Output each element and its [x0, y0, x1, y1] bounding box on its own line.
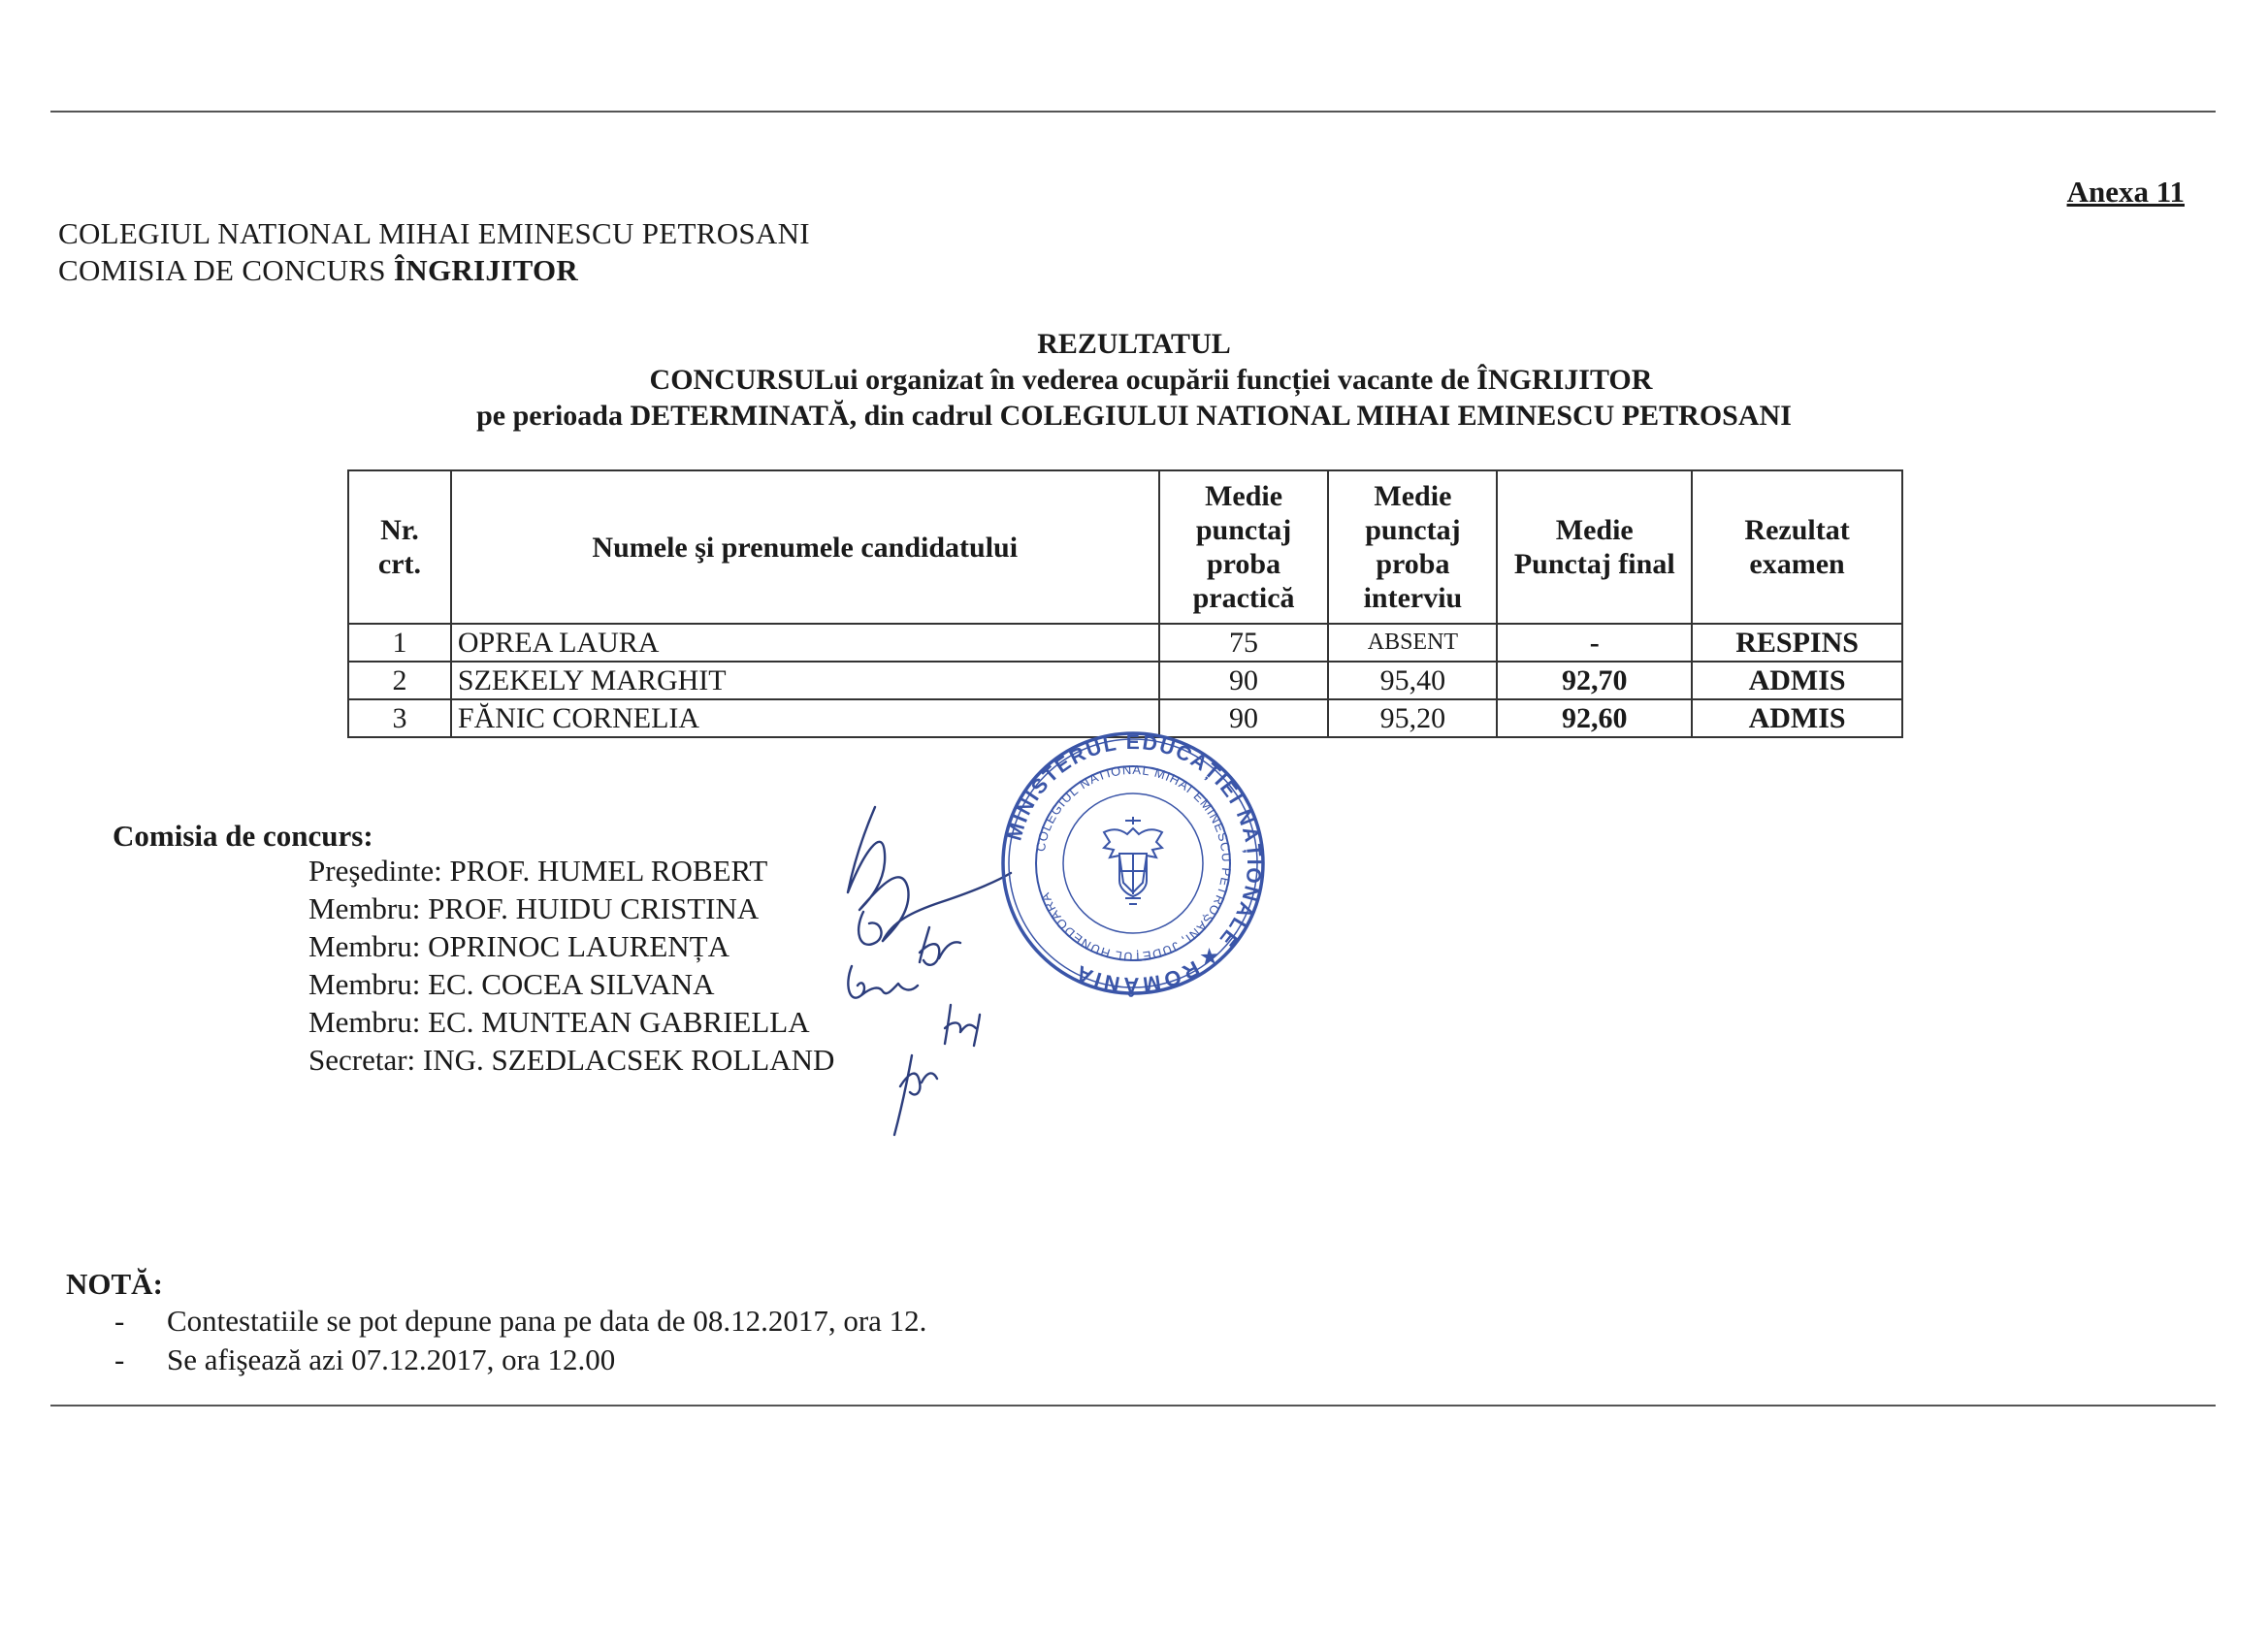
svg-text:ROMÂNIA: ROMÂNIA — [1069, 955, 1204, 998]
committee-members — [308, 852, 834, 1079]
cell-nr: 3 — [348, 699, 451, 737]
svg-text:MINISTERUL EDUCAȚIEI NAȚIONALE: MINISTERUL EDUCAȚIEI NAȚIONALE ★ — [1003, 730, 1266, 973]
header-rezultat: Rezultat examen — [1692, 470, 1902, 624]
institution-name: COLEGIUL NATIONAL MIHAI EMINESCU PETROSANI — [58, 216, 810, 250]
cell-nr: 2 — [348, 662, 451, 699]
cell-practica: 90 — [1159, 662, 1329, 699]
note-title: NOTĂ: — [66, 1267, 163, 1301]
header-interviu: Medie punctaj proba interviu — [1328, 470, 1497, 624]
title-line-2: CONCURSULui organizat în vederea ocupării funcției vacante de ÎNGRIJITOR — [649, 364, 1653, 396]
header-practica: Medie punctaj proba practică — [1159, 470, 1329, 624]
committee-member: Preşedinte: PROF. HUMEL ROBERT — [308, 854, 768, 888]
committee-member: Membru: OPRINOC LAURENȚA — [308, 929, 729, 963]
committee-member: Membru: EC. COCEA SILVANA — [308, 967, 715, 1001]
bottom-divider — [50, 1405, 2216, 1406]
header-nr: Nr. crt. — [348, 470, 451, 624]
table-row — [348, 662, 1902, 699]
results-table — [347, 469, 1903, 738]
title-line-1: REZULTATUL — [1037, 328, 1231, 360]
cell-final: - — [1497, 624, 1692, 662]
official-stamp — [997, 728, 1269, 999]
table-header-row — [348, 470, 1902, 624]
commission-name: COMISIA DE CONCURS ÎNGRIJITOR — [58, 253, 579, 287]
cell-interviu: 95,20 — [1328, 699, 1497, 737]
header-name: Numele şi prenumele candidatului — [451, 470, 1159, 624]
header-final: Medie Punctaj final — [1497, 470, 1692, 624]
cell-rezultat: ADMIS — [1692, 662, 1902, 699]
cell-name: SZEKELY MARGHIT — [451, 662, 1159, 699]
cell-practica: 75 — [1159, 624, 1329, 662]
svg-text:COLEGIUL NATIONAL MIHAI EMINES: COLEGIUL NATIONAL MIHAI EMINESCU PETROȘANI, JUDEȚUL HUNEDOARA — [1032, 761, 1235, 965]
cell-nr: 1 — [348, 624, 451, 662]
cell-interviu: 95,40 — [1328, 662, 1497, 699]
top-divider — [50, 111, 2216, 113]
document-header — [58, 215, 810, 289]
cell-name: FĂNIC CORNELIA — [451, 699, 1159, 737]
note-item: - Contestatiile se pot depune pana pe data de 08.12.2017, ora 12. — [114, 1304, 927, 1338]
cell-rezultat: RESPINS — [1692, 624, 1902, 662]
committee-member: Membru: PROF. HUIDU CRISTINA — [308, 891, 760, 925]
cell-practica: 90 — [1159, 699, 1329, 737]
cell-final: 92,70 — [1497, 662, 1692, 699]
committee-title: Comisia de concurs: — [113, 819, 373, 853]
notes-list — [114, 1302, 926, 1379]
cell-name: OPREA LAURA — [451, 624, 1159, 662]
cell-rezultat: ADMIS — [1692, 699, 1902, 737]
note-item: - Se afişează azi 07.12.2017, ora 12.00 — [114, 1342, 616, 1376]
cell-interviu: ABSENT — [1328, 624, 1497, 662]
committee-member: Secretar: ING. SZEDLACSEK ROLLAND — [308, 1043, 835, 1077]
title-line-3: pe perioada DETERMINATĂ, din cadrul COLEGIULUI NATIONAL MIHAI EMINESCU PETROSANI — [476, 400, 1792, 432]
cell-final: 92,60 — [1497, 699, 1692, 737]
document-title — [0, 326, 2268, 434]
table-row — [348, 624, 1902, 662]
committee-member: Membru: EC. MUNTEAN GABRIELLA — [308, 1005, 810, 1039]
annex-label: Anexa 11 — [2066, 175, 2185, 209]
